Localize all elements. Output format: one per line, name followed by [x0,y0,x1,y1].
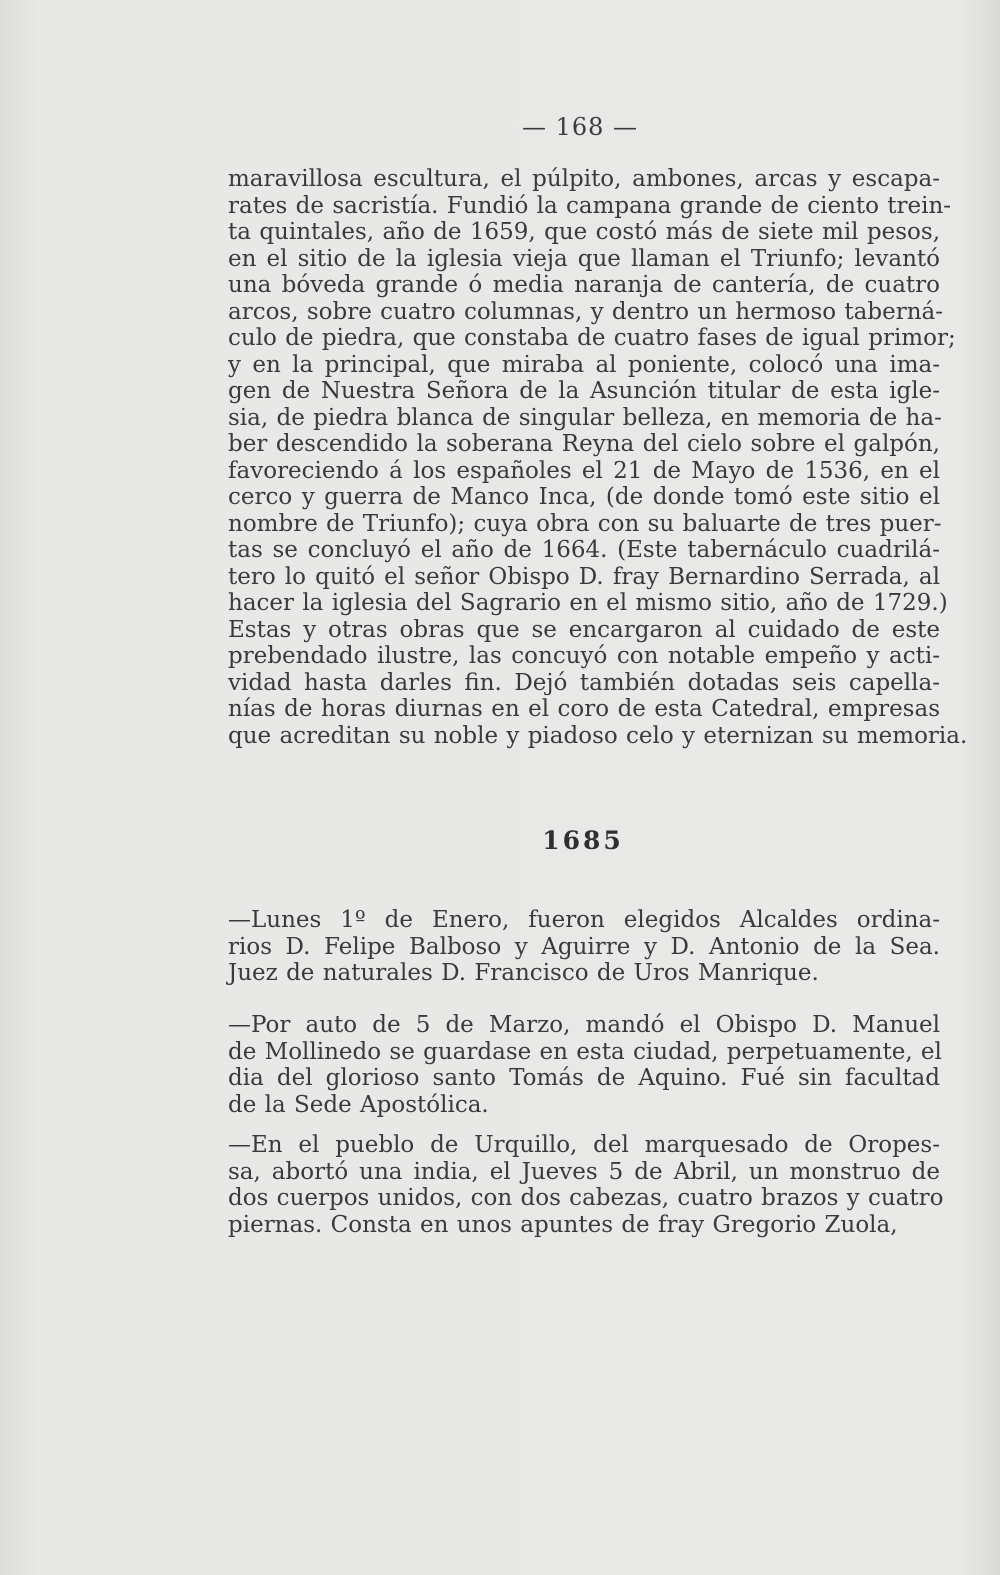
text-line: —Lunes 1º de Enero, fueron elegidos Alcaldes ordina- [228,907,940,933]
text-line: cerco y guerra de Manco Inca, (de donde tomó este sitio el [228,484,940,510]
text-line: en el sitio de la iglesia vieja que llaman el Triunfo; levantó [228,245,940,272]
entry-auto-marzo [228,1012,940,1118]
text-line: Juez de naturales D. Francisco de Uros Manrique. [228,960,819,986]
text-line: —Por auto de 5 de Marzo, mandó el Obispo D. Manuel [228,1012,940,1038]
paragraph-main [228,166,968,749]
text-line: una bóveda grande ó media naranja de cantería, de cuatro [228,272,940,298]
text-line: nombre de Triunfo); cuya obra con su baluarte de tres puer- [228,510,942,537]
text-line: culo de piedra, que constaba de cuatro fases de igual primor; [228,325,956,351]
text-line: prebendado ilustre, las concuyó con notable empeño y acti- [228,643,940,669]
text-line: nías de horas diurnas en el coro de esta Catedral, empresas [228,696,940,722]
text-line: tero lo quitó el señor Obispo D. fray Bernardino Serrada, al [228,563,940,590]
text-line: vidad hasta darles fin. Dejó también dotadas seis capella- [228,669,940,696]
text-line: y en la principal, que miraba al poniente, colocó una ima- [228,351,940,378]
text-line: gen de Nuestra Señora de la Asunción titular de esta igle- [228,378,940,404]
page-number: — 168 — [521,113,639,141]
year-heading: 1685 [542,826,624,855]
entry-alcaldes [228,907,940,987]
text-line: de la Sede Apostólica. [228,1091,489,1118]
text-line: —En el pueblo de Urquillo, del marquesado de Oropes- [228,1132,940,1158]
text-line: Estas y otras obras que se encargaron al cuidado de este [228,616,940,643]
text-line: maravillosa escultura, el púlpito, ambones, arcas y escapa- [228,166,940,192]
text-line: piernas. Consta en unos apuntes de fray Gregorio Zuola, [228,1211,898,1238]
text-line: rates de sacristía. Fundió la campana grande de ciento trein- [228,192,952,219]
text-line: sa, abortó una india, el Jueves 5 de Abril, un monstruo de [228,1158,940,1185]
text-line: sia, de piedra blanca de singular belleza, en memoria de ha- [228,404,942,431]
text-line: que acreditan su noble y piadoso celo y eternizan su memoria. [228,722,968,749]
text-line: favoreciendo á los españoles el 21 de Mayo de 1536, en el [228,457,940,484]
text-line: hacer la iglesia del Sagrario en el mismo sitio, año de 1729.) [228,590,948,616]
text-line: dia del glorioso santo Tomás de Aquino. Fué sin facultad [228,1065,940,1091]
text-line: arcos, sobre cuatro columnas, y dentro un hermoso taberná- [228,298,944,325]
text-line: dos cuerpos unidos, con dos cabezas, cuatro brazos y cuatro [228,1185,944,1211]
entry-urquillo [228,1132,944,1238]
text-line: de Mollinedo se guardase en esta ciudad, perpetuamente, el [228,1038,942,1065]
text-line: ta quintales, año de 1659, que costó más de siete mil pesos, [228,219,940,245]
text-line: ber descendido la soberana Reyna del cielo sobre el galpón, [228,431,940,457]
text-line: tas se concluyó el año de 1664. (Este tabernáculo cuadrilá- [228,537,940,563]
text-line: rios D. Felipe Balboso y Aguirre y D. Antonio de la Sea. [228,933,940,960]
